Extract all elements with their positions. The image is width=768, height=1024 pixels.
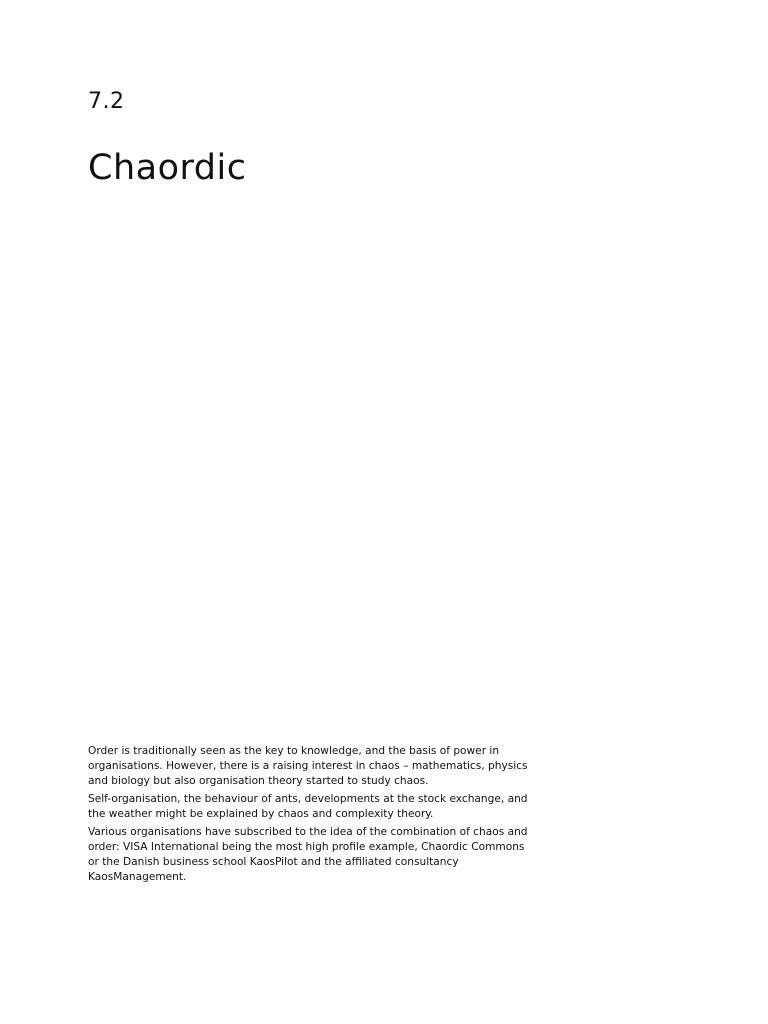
- text-line: Order is traditionally seen as the key to knowledge, and the basis of power in: [88, 745, 500, 757]
- paragraph-organisations: [88, 825, 528, 885]
- body-text: [88, 744, 528, 888]
- page-title: Chaordic: [88, 148, 247, 188]
- text-line: order: VISA International being the most high profile example, Chaordic Commons: [88, 841, 525, 853]
- text-line: KaosManagement.: [88, 871, 187, 883]
- text-line: or the Danish business school KaosPilot and the affiliated consultancy: [88, 856, 459, 868]
- section-number: 7.2: [88, 89, 125, 114]
- text-line: Self-organisation, the behaviour of ants, developments at the stock exchange, and: [88, 793, 528, 805]
- text-line: and biology but also organisation theory started to study chaos.: [88, 775, 429, 787]
- text-line: organisations. However, there is a raising interest in chaos – mathematics, physics: [88, 760, 528, 772]
- text-line: Various organisations have subscribed to the idea of the combination of chaos and: [88, 826, 528, 838]
- text-line: the weather might be explained by chaos and complexity theory.: [88, 808, 434, 820]
- paragraph-intro: [88, 744, 528, 789]
- paragraph-self-organisation: [88, 792, 528, 822]
